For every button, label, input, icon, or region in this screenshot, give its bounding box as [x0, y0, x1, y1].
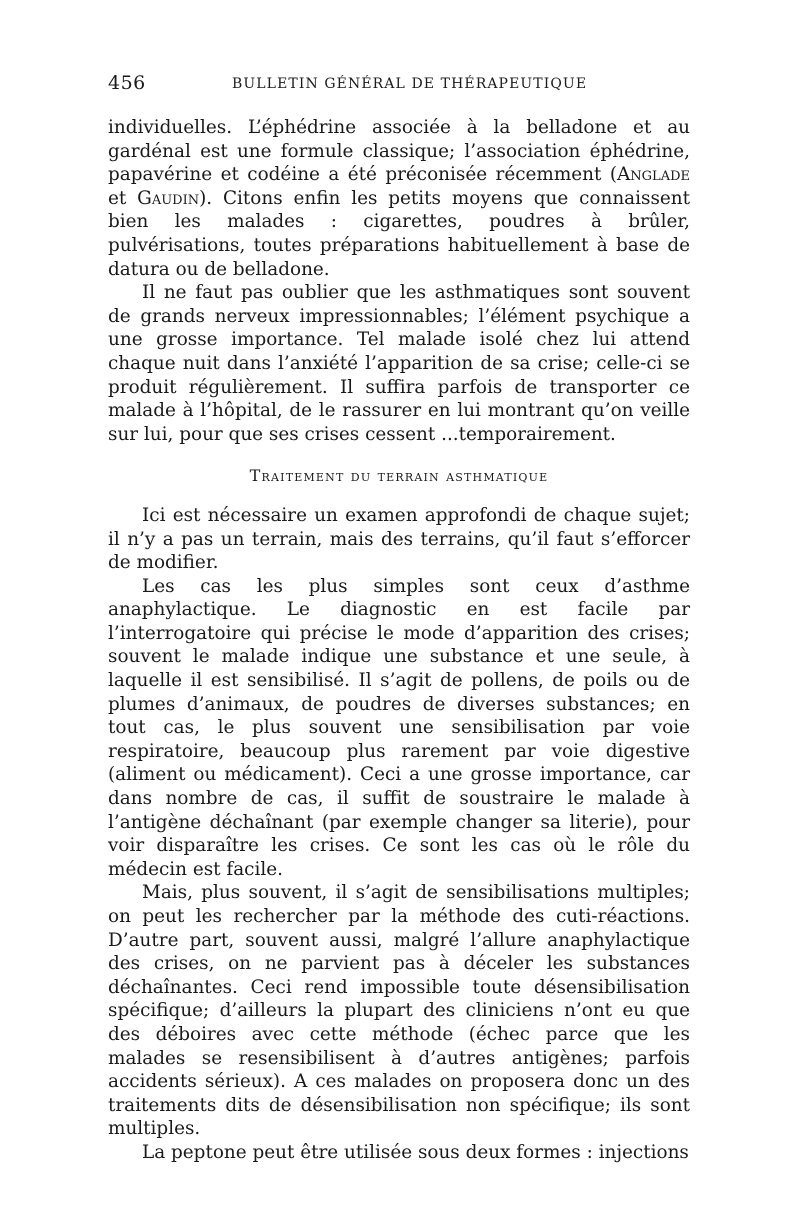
paragraph-4: Les cas les plus simples sont ceux d’asthme anaphylactique. Le diagnostic en est facile par l’interrogatoire qui précise le mode d’apparition des crises; souvent le malade indique une substance et une seule, à laquelle il est sensibilisé. Il s’agit de pollens, de poils ou de plumes d’animaux, de poudres de diverses substances; en tout cas, le plus souvent une sensibilisation par voie respiratoire, beaucoup plus rarement par voie digestive (aliment ou médicament). Ceci a une grosse importance, car dans nombre de cas, il suffit de soustraire le malade à l’antigène déchaînant (par exemple changer sa literie), pour voir disparaître les crises. Ce sont les cas où le rôle du médecin est facile. — [108, 575, 690, 880]
paragraph-5: Mais, plus souvent, il s’agit de sensibilisations multiples; on peut les rechercher par la méthode des cuti-réactions. D’autre part, souvent aussi, malgré l’allure anaphylactique des crises, on ne parvient pas à déceler les substances déchaînantes. Ceci rend impossible toute désensibilisation spécifique; d’ailleurs la plupart des cliniciens n’ont eu que des déboires avec cette méthode (échec parce que les malades se resensibilisent à d’autres antigènes; parfois accidents sérieux). A ces malades on proposera donc un des traitements dits de désensibilisation non spécifique; ils sont multiples. — [108, 882, 690, 1140]
section-heading: Traitement du terrain asthmatique — [249, 466, 549, 486]
page-header — [108, 72, 690, 100]
paragraph-1-text-a: individuelles. L’éphédrine associée à la belladone et au gardénal est une formule classique; l’association éphédrine, papavérine et codéine a été préconisée récemment ( — [108, 117, 690, 186]
paragraph-1-text-b: et — [108, 187, 138, 209]
paragraph-6: La peptone peut être utilisée sous deux formes : injections — [142, 1141, 689, 1163]
page-number: 456 — [108, 72, 146, 94]
paragraph-1-text-c: ). Citons enfin les petits moyens que connaissent bien les malades : cigarettes, poudres à brûler, pulvérisations, toutes préparations habituellement à base de datura ou de belladone. — [108, 187, 690, 280]
running-title: BULLETIN GÉNÉRAL DE THÉRAPEUTIQUE — [232, 76, 588, 92]
paragraph-2: Il ne faut pas oublier que les asthmatiques sont souvent de grands nerveux impressionnables; l’élément psychique a une grosse importance. Tel malade isolé chez lui attend chaque nuit dans l’anxiété l’apparition de sa crise; celle-ci se produit régulièrement. Il suffira parfois de transporter ce malade à l’hôpital, de le rassurer en lui montrant qu’on veille sur lui, pour que ses crises cessent ...temporairement. — [108, 282, 690, 445]
author-name-gaudin: Gaudin — [137, 187, 200, 209]
paragraph-3: Ici est nécessaire un examen approfondi de chaque sujet; il n’y a pas un terrain, mais des terrains, qu’il faut s’efforcer de modifier. — [108, 504, 690, 574]
body-text — [108, 116, 690, 1165]
author-name-anglade: Anglade — [617, 164, 690, 186]
paragraph-1 — [108, 116, 690, 281]
